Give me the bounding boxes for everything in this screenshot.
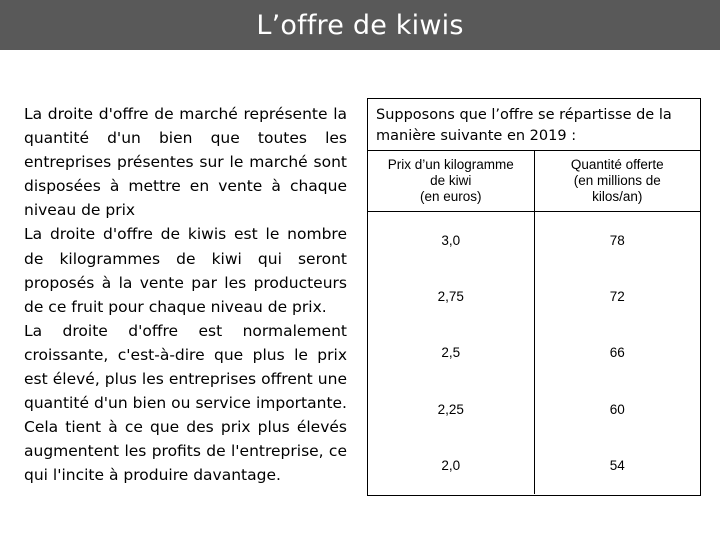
header-price-line-1: Prix d’un kilogramme	[387, 157, 514, 172]
table-header-row	[368, 151, 700, 212]
quantity-cell: 78	[609, 232, 625, 248]
supply-table	[368, 151, 700, 494]
paragraph-1: La droite d'offre de marché représente la quantité d'un bien que toutes les entreprises présentes sur le marché sont disposées à mettre en vente à chaque niveau de prix	[24, 105, 347, 220]
quantity-cell: 54	[609, 458, 625, 474]
title-bar	[0, 0, 720, 50]
table-row	[368, 325, 700, 381]
quantity-cell: 66	[609, 345, 625, 361]
quantity-cell: 60	[609, 401, 625, 417]
explanation-text	[24, 102, 347, 488]
supply-table-box	[367, 98, 701, 496]
slide-title: L’offre de kiwis	[256, 9, 464, 41]
header-quantity-line-1: Quantité offerte	[570, 157, 664, 172]
paragraph-2: La droite d'offre de kiwis est le nombre de kilogrammes de kiwi qui seront proposés à la vente par les producteurs de ce fruit pour chaque niveau de prix.	[24, 225, 347, 316]
price-cell: 2,25	[368, 381, 534, 437]
table-row	[368, 438, 700, 494]
table-intro: Supposons que l’offre se répartisse de la manière suivante en 2019 :	[368, 99, 700, 151]
price-cell: 2,75	[368, 268, 534, 324]
header-price-line-3: (en euros)	[419, 189, 482, 204]
header-quantity-line-3: kilos/an)	[592, 189, 643, 204]
header-quantity-line-2: (en millions de	[573, 173, 661, 188]
table-row	[368, 268, 700, 324]
quantity-cell: 72	[609, 289, 625, 305]
price-cell: 3,0	[368, 212, 534, 269]
paragraph-3: La droite d'offre est normalement croissante, c'est-à-dire que plus le prix est élevé, plus les entreprises offrent une quantité d'un bien ou service importante. Cela tient à ce que des prix plus élevés augmentent les profits de l'entreprise, ce qui l'incite à produire davantage.	[24, 321, 347, 485]
table-row	[368, 381, 700, 437]
price-cell: 2,0	[368, 438, 534, 494]
price-cell: 2,5	[368, 325, 534, 381]
table-row	[368, 212, 700, 269]
header-quantity	[534, 151, 700, 212]
header-price-line-2: de kiwi	[430, 173, 472, 188]
header-price	[368, 151, 534, 212]
